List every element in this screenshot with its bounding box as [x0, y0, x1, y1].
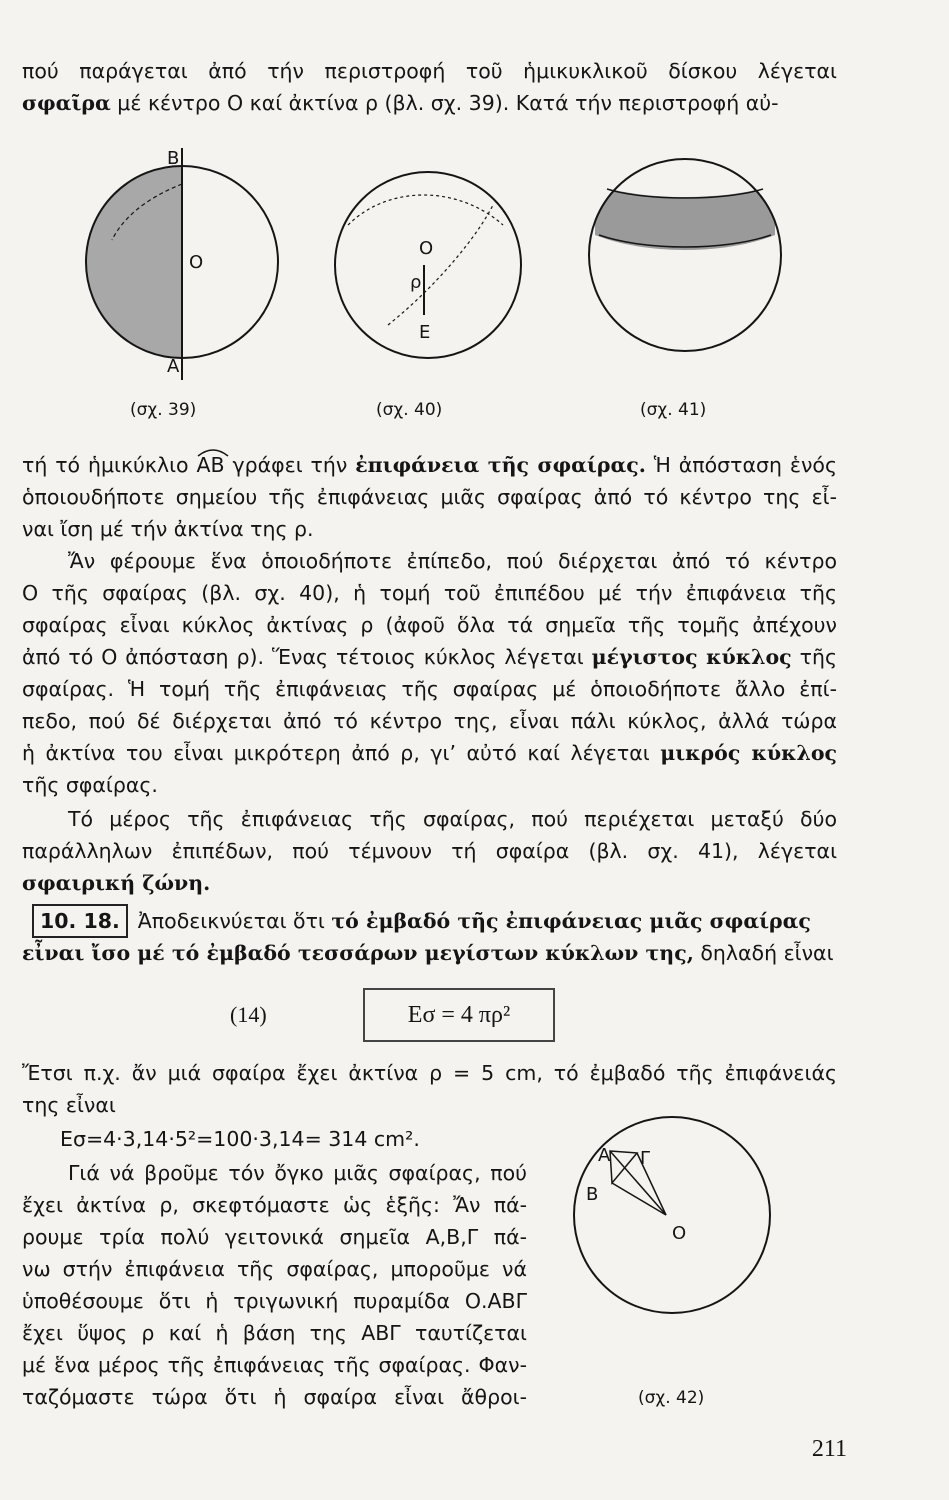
arc-mark-icon	[196, 447, 230, 457]
text-line: Ο τῆς σφαίρας (βλ. σχ. 40), ἡ τομή τοῦ ἐπιπέδου μέ τήν ἐπιφάνεια τῆς	[22, 581, 837, 605]
text-line: Ἄν φέρουμε ἕνα ὁποιοδήποτε ἐπίπεδο, πού διέρχεται ἀπό τό κέντρο	[68, 549, 837, 573]
fig42-caption: (σχ. 42)	[638, 1388, 705, 1408]
term-sphere-surface: ἐπιφάνεια τῆς σφαίρας.	[355, 453, 646, 477]
text-span: γράφει τήν	[224, 453, 356, 477]
text-line: ἔχει ἀκτίνα ρ, σκεφτόμαστε ὡς ἑξῆς: Ἄν πά-	[22, 1193, 527, 1217]
text-line	[22, 738, 837, 768]
fig42-label-b: Β	[586, 1184, 599, 1205]
page-number: 211	[811, 1436, 847, 1462]
text-span: Ἡ ἀπόσταση ἑνός	[645, 453, 837, 477]
fig39-caption: (σχ. 39)	[130, 400, 197, 420]
fig41-caption: (σχ. 41)	[640, 400, 707, 420]
fig42-label-a: Α	[598, 1145, 611, 1166]
text-line: ταζόμαστε τώρα ὅτι ἡ σφαίρα εἶναι ἄθροι-	[22, 1385, 527, 1409]
fig39-label-o: O	[189, 252, 204, 273]
arc-ab-text: ΑΒ	[196, 453, 225, 477]
text-line: πεδο, πού δέ διέρχεται ἀπό τό κέντρο της, εἶναι πάλι κύκλος, ἀλλά τώρα	[22, 709, 837, 733]
text-line: της εἶναι	[22, 1093, 116, 1117]
fig40-label-e: E	[419, 322, 431, 343]
text-span: ἀπό τό Ο ἀπόσταση ρ). Ἕνας τέτοιος κύκλος λέγεται	[22, 645, 592, 669]
fig39-label-a: A	[167, 356, 180, 377]
text-line: παράλληλων ἐπιπέδων, πού τέμνουν τή σφαίρα (βλ. σχ. 41), λέγεται	[22, 839, 837, 863]
text-span: δηλαδή εἶναι	[693, 941, 834, 965]
fig40-label-rho: ρ	[410, 272, 422, 293]
fig42-label-o: Ο	[672, 1223, 687, 1244]
term-sphere: σφαῖρα	[22, 91, 111, 115]
section-number: 10. 18.	[32, 904, 128, 938]
term-spherical-zone: σφαιρική ζώνη.	[22, 871, 211, 895]
figure-41	[585, 155, 785, 355]
section-heading-line	[32, 904, 837, 938]
fig39-label-b: B	[167, 148, 180, 169]
text-line: ὁποιουδήποτε σημείου τῆς ἐπιφάνειας μιᾶς σφαίρας ἀπό τό κέντρο της εἶ-	[22, 485, 837, 509]
text-span: Ἀποδεικνύεται ὅτι	[137, 909, 332, 933]
text-line	[22, 450, 837, 480]
formula-box	[363, 988, 555, 1042]
text-line	[22, 868, 837, 898]
theorem-text: τό ἐμβαδό τῆς ἐπιφάνειας μιᾶς σφαίρας	[331, 909, 811, 933]
text-line: Eσ=4·3,14·5²=100·3,14= 314 cm².	[60, 1127, 420, 1151]
text-span: τή τό ἡμικύκλιο	[22, 453, 197, 477]
text-line: Ἔτσι π.χ. ἄν μιά σφαίρα ἔχει ἀκτίνα ρ = 5 cm, τό ἐμβαδό τῆς ἐπιφάνειάς	[22, 1061, 837, 1085]
arc-ab	[196, 453, 224, 477]
theorem-text: εἶναι ἴσο μέ τό ἐμβαδό τεσσάρων μεγίστων κύκλων της,	[22, 941, 694, 965]
text-span: μέ κέντρο Ο καί ἀκτίνα ρ (βλ. σχ. 39). Κατά τήν περιστροφή αὐ-	[110, 91, 779, 115]
fig40-caption: (σχ. 40)	[376, 400, 443, 420]
text-line: νω στήν ἐπιφάνεια τῆς σφαίρας, μποροῦμε νά	[22, 1257, 527, 1281]
fig40-label-o: O	[419, 238, 434, 259]
text-span: ἡ ἀκτίνα του εἶναι μικρότερη ἀπό ρ, γι’ αὐτό καί λέγεται	[22, 741, 661, 765]
text-line	[22, 938, 837, 968]
text-line: Γιά νά βροῦμε τόν ὄγκο μιᾶς σφαίρας, πού	[68, 1161, 527, 1185]
term-great-circle: μέγιστος κύκλος	[591, 645, 792, 669]
text-line: Τό μέρος τῆς ἐπιφάνειας τῆς σφαίρας, πού περιέχεται μεταξύ δύο	[68, 807, 837, 831]
text-line	[22, 88, 837, 118]
figure-39	[82, 140, 282, 400]
text-line: πού παράγεται ἀπό τήν περιστροφή τοῦ ἡμικυκλικοῦ δίσκου λέγεται	[22, 59, 837, 83]
text-line: μέ ἕνα μέρος τῆς ἐπιφάνειας τῆς σφαίρας. Φαν-	[22, 1353, 527, 1377]
text-line: σφαίρας εἶναι κύκλος ἀκτίνας ρ (ἀφοῦ ὅλα τά σημεῖα τῆς τομῆς ἀπέχουν	[22, 613, 837, 637]
text-line: ἔχει ὕψος ρ καί ἡ βάση της ΑΒΓ ταυτίζεται	[22, 1321, 527, 1345]
text-line	[22, 642, 837, 672]
text-line: ὑποθέσουμε ὅτι ἡ τριγωνική πυραμίδα Ο.ΑΒΓ	[22, 1289, 527, 1313]
text-span: τῆς	[791, 645, 837, 669]
text-line: ναι ἴση μέ τήν ἀκτίνα της ρ.	[22, 517, 314, 541]
text-line: σφαίρας. Ἡ τομή τῆς ἐπιφάνειας τῆς σφαίρας μέ ὁποιοδήποτε ἄλλο ἐπί-	[22, 677, 837, 701]
fig42-label-g: Γ	[640, 1148, 651, 1169]
text-line: ρουμε τρία πολύ γειτονικά σημεῖα Α,Β,Γ πά-	[22, 1225, 527, 1249]
formula-sphere-area: Eσ = 4 πρ²	[407, 1001, 511, 1028]
term-small-circle: μικρός κύκλος	[660, 741, 837, 765]
equation-number: (14)	[230, 1002, 267, 1027]
text-line: τῆς σφαίρας.	[22, 773, 158, 797]
